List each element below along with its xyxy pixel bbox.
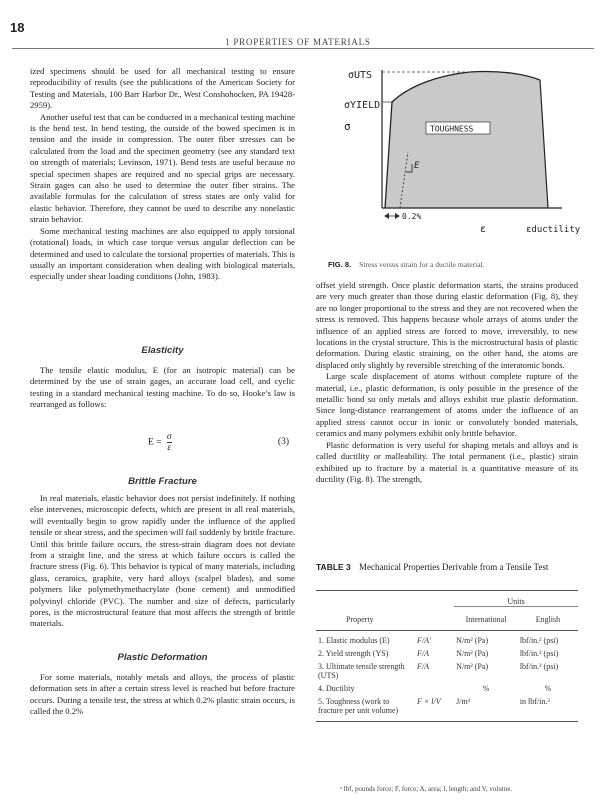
toughness-label: TOUGHNESS xyxy=(430,124,474,134)
eq-denominator: ε xyxy=(167,443,172,453)
paragraph: In real materials, elastic behavior does not persist indefinitely. If nothing else intervenes, microscopic defects, which are present in all real materials, will eventually begin to grow rapidly under the influence of the applied tensile or shear stress, and the specimen will fail suddenly by brittle fracture. Until this brittle failure occurs, the stress-strain diagram does not deviate from a straight line, and the stress at which failure occurs is called the fracture stress (Fig. 6). This behavior is typical of many materials, including glass, ceramics, graphite, very hard alloys (scalpel blades), and some polymers like polymethymethacrylate (bone cement) and unmodified polyvinyl chloride (PVC). The number and size of defects, particularly pores, is the microstructural feature that most affects the strength of brittle materials. xyxy=(30,493,295,629)
paragraph: The tensile elastic modulus, E (for an isotropic material) can be determined by the use of strain gages, an accurate load cell, and cyclic testing in a standard mechanical testing machine. To do so, Hooke’s law is rearranged as follows: xyxy=(30,365,295,410)
table-row: 4. Ductility % % xyxy=(318,683,552,693)
table-row: 5. Toughness (work to fracture per unit volume) F × l/V J/m³ in lbf/in.³ xyxy=(316,693,578,722)
table-row: 3. Ultimate tensile strength (UTS) F/A N/m² (Pa) lbf/in.² (psi) xyxy=(318,661,559,680)
offset-arrowhead-right xyxy=(395,213,400,219)
col-international: International xyxy=(465,615,507,624)
page-number: 18 xyxy=(10,20,25,35)
stress-strain-figure xyxy=(330,60,595,260)
caption-number: FIG. 8. xyxy=(328,260,352,269)
paragraph: offset yield strength. Once plastic deformation starts, the strains produced are very much greater than those during elastic deformation (Fig. 8), they are no longer proportional to the stress and they are not recovered when the stress is removed. This happens because whole arrays of atoms under the influence of an applied stress are forced to move, irreversibly, to new locations in the crystal structure. This is the microstructural basis of plastic deformation. During elastic straining, on the other hand, the atoms are displaced only slightly by reversible stretching of the interatomic bonds. xyxy=(316,280,578,370)
toughness-area xyxy=(385,71,548,208)
right-column-text xyxy=(316,280,578,485)
eq-lhs: E = xyxy=(148,437,162,448)
equation-number: (3) xyxy=(277,437,289,447)
yield-label: σYIELD xyxy=(344,100,381,111)
plastic-text xyxy=(30,672,295,718)
table-label: TABLE 3 xyxy=(316,562,351,572)
x-axis-label: ε xyxy=(480,224,487,235)
y-axis-label: σ xyxy=(344,120,351,133)
paragraph: ized specimens should be used for all mechanical testing to ensure reproducibility of results (see the publications of the American Society for Testing and Materials, 100 Barr Harbor Dr., West Conshohocken, PA 19428-2959). xyxy=(30,66,295,111)
paragraph: Large scale displacement of atoms without complete rupture of the material, i.e., plastic deformation, is only possible in the presence of the metallic bond so only metals and alloys exhibit true plastic deformation. Since long-distance rearrangement of atoms under the influence of an applied stress cannot occur in ionic or convolutely bonded materials, ceramics and many polymers exhibit only brittle behavior. xyxy=(316,371,578,439)
offset-arrowhead-left xyxy=(384,213,389,219)
equation-hooke xyxy=(30,432,295,452)
offset-label: 0.2% xyxy=(402,212,422,221)
heading-plastic-deformation: Plastic Deformation xyxy=(117,652,208,663)
table-title xyxy=(316,562,578,572)
left-column-top xyxy=(30,66,295,283)
figure-caption xyxy=(328,260,485,269)
paragraph: For some materials, notably metals and alloys, the process of plastic deformation sets in after a certain stress level is reached but before fracture occurs. During a tensile test, the stress at which 0.2% plastic strain occurs, is called the 0.2% xyxy=(30,672,295,717)
col-english: English xyxy=(535,615,561,624)
uts-label: σUTS xyxy=(348,70,373,81)
paragraph: Some mechanical testing machines are also equipped to apply torsional (rotational) loads, in which case torque versus angular deflection can be determined and used to calculate the torsional properties of materials. This is usually an important consideration when dealing with biological materials, especially under shear loading conditions (John, 1983). xyxy=(30,225,295,282)
eq-numerator: σ xyxy=(166,432,172,442)
paragraph: Plastic deformation is very useful for shaping metals and alloys and is called ductility or malleability. The total permanent (i.e., plastic) strain exhibited up to fracture by a material is a quantitative measure of its ductility (Fig. 8). The strength, xyxy=(316,439,578,484)
paragraph: Another useful test that can be conducted in a mechanical testing machine is the bend test. In bend testing, the outside of the bowed specimen is in tension and the inside in compression. The outer fiber stresses can be calculated from the load and the specimen geometry (see any standard text on strength of materials; Levinson, 1971). Bend tests are useful because no special specimen shapes are required and no special grips are necessary. Strain gages can also be used to determine the outer fiber strains. The available formulas for the calculation of stress states are only valid for elastic behavior. Therefore, they cannot be used to describe any nonelastic strain behavior. xyxy=(30,111,295,225)
header-rule xyxy=(12,48,594,49)
brittle-text xyxy=(30,493,295,630)
table-footnote: ᵃ lbf, pounds force; F, force; A, area; l, length; and V, volume. xyxy=(340,785,513,793)
modulus-label: E xyxy=(414,161,420,171)
heading-elasticity: Elasticity xyxy=(141,345,184,356)
table-row: 1. Elastic modulus (E) F/A′ N/m² (Pa) lbf/in.² (psi) xyxy=(318,635,559,645)
col-property: Property xyxy=(346,614,374,624)
table-3 xyxy=(316,590,578,722)
running-head: 1 PROPERTIES OF MATERIALS xyxy=(225,37,371,47)
heading-brittle-fracture: Brittle Fracture xyxy=(128,476,197,487)
table-caption: Mechanical Properties Derivable from a Tensile Test xyxy=(359,562,549,572)
units-header: Units xyxy=(454,591,578,607)
ductility-label: εductility xyxy=(526,225,581,235)
table-row: 2. Yield strength (YS) F/A N/m² (Pa) lbf/in.² (psi) xyxy=(318,648,559,658)
elasticity-text xyxy=(30,365,295,411)
caption-text: Stress versus strain for a ductile material. xyxy=(359,260,485,269)
